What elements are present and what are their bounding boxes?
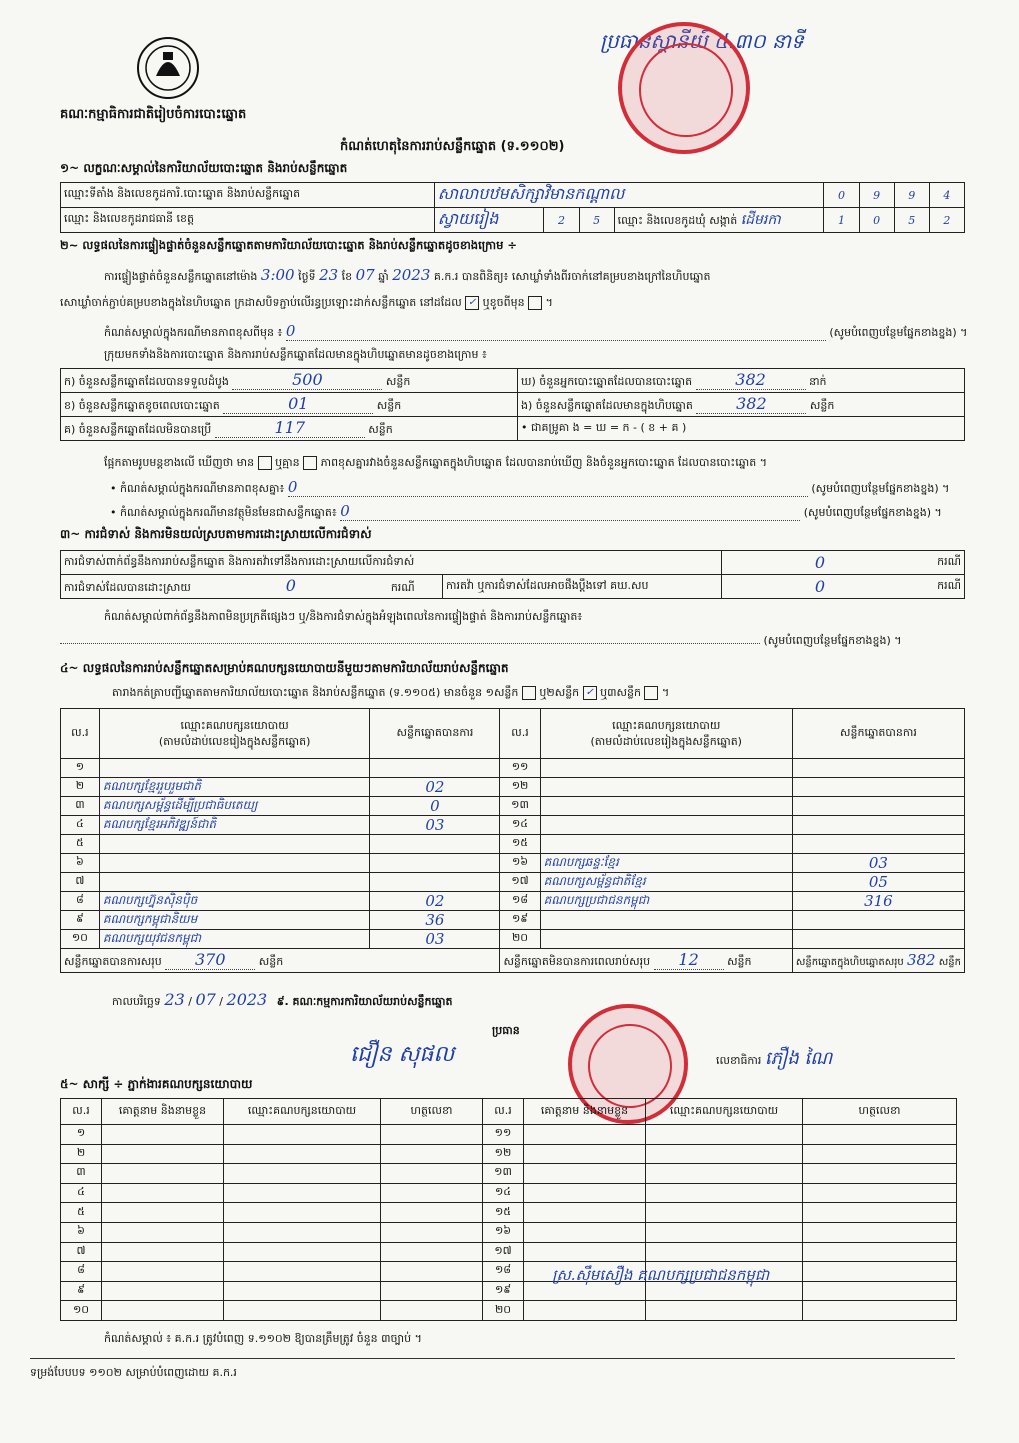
w-left-no: ៩: [61, 1281, 102, 1301]
verification-line: ការផ្ទៀងផ្ទាត់ចំនួនសន្លឹកឆ្នោតនៅម៉ោង 3:00 ថ្ងៃទី 23 ខែ 07 ឆ្នាំ 2023 គ.ក.រ បានពិនិត្យ៖ សោឃ្លាំទាំងពីរចាក់នៅគម្របខាងក្រៅនៃហិបឆ្នោត: [104, 266, 711, 284]
commune-label: ឈ្មោះ និងលេខកូដឃុំ សង្កាត់ ដើមរកា: [614, 208, 824, 233]
location-code-2: 9: [859, 183, 894, 208]
right-row-votes: [792, 930, 964, 949]
spoiled-cell: ខ) ចំនួនសន្លឹកឆ្នោតខូចពេលបោះឆ្នោត 01 សន្លឹក: [61, 393, 518, 417]
w-right-party: [646, 1164, 803, 1184]
date-month: 07: [195, 990, 216, 1009]
witness-table: [60, 1098, 957, 1321]
commune-value: ដើមរកា: [740, 211, 781, 228]
w-left-party: [224, 1183, 381, 1203]
right-row-party: [540, 778, 792, 797]
col-no-left: ល.រ: [61, 709, 100, 759]
two-sheet-checkbox[interactable]: ✓: [583, 686, 597, 700]
commune-code-2: 0: [859, 208, 894, 233]
w-right-no: ១៨: [483, 1262, 524, 1282]
table-row: [61, 911, 965, 930]
verify-day: 23: [319, 266, 339, 284]
table-row: [61, 1242, 957, 1262]
chair-label: ប្រធាន: [492, 1024, 520, 1037]
w-right-party: [646, 1222, 803, 1242]
left-row-votes: 02: [370, 778, 500, 797]
table-row: [61, 1301, 957, 1321]
right-row-votes: [792, 816, 964, 835]
w-left-party: [224, 1203, 381, 1223]
right-row-party: [540, 930, 792, 949]
received-cell: ក) ចំនួនសន្លឹកឆ្នោតដែលបានទទួលដំបូង 500 សន្លឹក: [61, 369, 518, 393]
w-col-name-left: គោត្តនាម និងនាមខ្លួន: [102, 1099, 224, 1125]
w-right-party: [646, 1203, 803, 1223]
right-row-party: គណបក្សសម្ព័ន្ធជាតិខ្មែរ: [540, 873, 792, 892]
location-label: ឈ្មោះទីតាំង និងលេខកូដការិ.បោះឆ្នោត និងរាប់សន្លឹកឆ្នោត: [61, 183, 435, 208]
party-results-body: [61, 759, 965, 949]
w-left-party: [224, 1125, 381, 1145]
left-row-party: [99, 854, 370, 873]
w-left-party: [224, 1242, 381, 1262]
w-right-no: ១២: [483, 1144, 524, 1164]
w-left-sign: [381, 1144, 483, 1164]
secretary-line: លេខាធិការ ភឿង ណៃ: [716, 1048, 833, 1069]
w-col-sign-right: ហត្ថលេខា: [803, 1099, 957, 1125]
right-row-party: គណបក្សប្រជាជនកម្ពុជា: [540, 892, 792, 911]
appeal-label: ការតវ៉ា ឬការជំទាស់ដែលអាចផឹងប្តឹងទៅ គឃ.សប: [443, 575, 722, 599]
w-left-no: ១: [61, 1125, 102, 1145]
seal-line: សោឃ្លាំចាក់ភ្ជាប់គម្របខាងក្នុងនៃហិបឆ្នោត ក្រដាសបិទភ្ជាប់លើរន្ធប្រឡោះដាក់សន្លឹកឆ្នោត នៅដដែល ✓ ឬខូចពីមុន ។: [60, 296, 553, 309]
right-row-votes: [792, 835, 964, 854]
right-row-votes: 05: [792, 873, 964, 892]
table-row: [61, 1183, 957, 1203]
province-value: ស្វាយរៀង: [434, 208, 544, 233]
w-right-no: ១៧: [483, 1242, 524, 1262]
section2-heading: ២~ លទ្ធផលនៃការផ្ទៀងផ្ទាត់ចំនួនសន្លឹកឆ្នោតតាមការិយាល័យបោះឆ្នោត និងរាប់សន្លឹកឆ្នោតដូចខាងក្រោម ÷: [60, 238, 518, 252]
total-invalid-value: 12: [654, 950, 724, 970]
right-row-party: [540, 835, 792, 854]
table-row: [61, 835, 965, 854]
unused-value: 117: [215, 418, 365, 438]
table-row: [61, 1222, 957, 1242]
w-left-sign: [381, 1164, 483, 1184]
w-left-no: ៨: [61, 1262, 102, 1282]
w-col-party-right: ឈ្មោះគណបក្សនយោបាយ: [646, 1099, 803, 1125]
section1-table: [60, 182, 965, 233]
complaints-value: 0: [722, 551, 919, 575]
col-no-right: ល.រ: [500, 709, 540, 759]
w-left-sign: [381, 1203, 483, 1223]
w-left-name: [102, 1144, 224, 1164]
w-right-sign: [803, 1301, 957, 1321]
w-right-party: [646, 1242, 803, 1262]
left-row-party: គណបក្សយុវជនកម្ពុជា: [99, 930, 370, 949]
note1-value: 0: [286, 322, 826, 341]
w-left-no: ៣: [61, 1164, 102, 1184]
right-row-no: ១២: [500, 778, 540, 797]
left-row-party: គណបក្សខ្មែរអភិវឌ្ឍន៍ជាតិ: [99, 816, 370, 835]
w-right-no: ២០: [483, 1301, 524, 1321]
table-row: [61, 892, 965, 911]
commune-code-3: 5: [894, 208, 929, 233]
left-row-no: ៤: [61, 816, 100, 835]
note1-line: កំណត់សម្គាល់ក្នុងករណីមានភាពខុសពីមុន ៖ 0 (សូមបំពេញបន្ថែមផ្នែកខាងខ្នង) ។: [104, 322, 968, 340]
resolved-value: 0: [285, 576, 296, 595]
w-left-name: [102, 1281, 224, 1301]
w-col-sign-left: ហត្ថលេខា: [381, 1099, 483, 1125]
w-right-sign: [803, 1203, 957, 1223]
footnote: កំណត់សម្គាល់ ៖ គ.ក.រ ត្រូវបំពេញ ទ.១១០២ ឱ្យបានត្រឹមត្រូវ ចំនួន ៣ច្បាប់ ។: [104, 1332, 422, 1345]
left-row-no: ២: [61, 778, 100, 797]
right-row-no: ១១: [500, 759, 540, 778]
province-code-1: 2: [544, 208, 579, 233]
total-valid-value: 370: [165, 950, 255, 970]
date-year: 2023: [226, 990, 268, 1009]
note2-value: 0: [288, 478, 808, 497]
province-code-2: 5: [579, 208, 614, 233]
col-party-right: ឈ្មោះគណបក្សនយោបាយ (តាមលំដាប់លេខរៀងក្នុងសន្លឹកឆ្នោត): [540, 709, 792, 759]
note2-line: • កំណត់សម្គាល់ក្នុងករណីមានភាពខុសគ្នា៖ 0 (សូមបំពេញបន្ថែមផ្នែកខាងខ្នង) ។: [110, 478, 950, 496]
witness-18-entry: ស្រ.ស៊ឹមសឿង គណបក្សប្រជាជនកម្ពុជា: [552, 1266, 770, 1284]
w-right-party: [646, 1301, 803, 1321]
left-row-no: ៥: [61, 835, 100, 854]
section4-sub: តារាងកត់ត្រាបញ្ជីឆ្នោតតាមការិយាល័យបោះឆ្នោត និងរាប់សន្លឹកឆ្នោត (ទ.១១០៥) មានចំនួន ១សន្លឹក ឬ២សន្លឹក ✓ ឬ៣សន្លឹក ។: [112, 686, 670, 699]
table-row: [61, 1203, 957, 1223]
chair-signature: ជឿន សុផល: [350, 1042, 455, 1067]
left-row-votes: [370, 854, 500, 873]
w-left-no: ៦: [61, 1222, 102, 1242]
w-right-sign: [803, 1183, 957, 1203]
left-row-party: [99, 835, 370, 854]
w-left-no: ២: [61, 1144, 102, 1164]
top-handwriting: ប្រធានស្ថានីយ៍ ៥.៣០ នាទី: [600, 29, 804, 53]
col-party-left: ឈ្មោះគណបក្សនយោបាយ (តាមលំដាប់លេខរៀងក្នុងសន្លឹកឆ្នោត): [99, 709, 370, 759]
right-row-no: ២០: [500, 930, 540, 949]
w-right-name: [524, 1301, 646, 1321]
right-row-votes: [792, 778, 964, 797]
right-row-no: ១៤: [500, 816, 540, 835]
ballot-count-table: [60, 368, 965, 441]
w-right-no: ១៥: [483, 1203, 524, 1223]
voters-value: 382: [696, 370, 806, 390]
location-code-1: 0: [824, 183, 859, 208]
table-row: [61, 797, 965, 816]
w-left-sign: [381, 1183, 483, 1203]
w-right-sign: [803, 1242, 957, 1262]
spoiled-value: 01: [223, 394, 373, 414]
w-left-no: ៧: [61, 1242, 102, 1262]
left-row-votes: 03: [370, 930, 500, 949]
right-row-votes: [792, 759, 964, 778]
right-row-no: ១៨: [500, 892, 540, 911]
w-left-no: ៤: [61, 1183, 102, 1203]
w-right-name: [524, 1242, 646, 1262]
w-right-sign: [803, 1125, 957, 1145]
w-right-name: [524, 1144, 646, 1164]
left-row-party: គណបក្សសម្ព័ន្ធដើម្បីប្រជាធិបតេយ្យ: [99, 797, 370, 816]
w-right-sign: [803, 1222, 957, 1242]
left-row-party: គណបក្សខ្មែររួបរួមជាតិ: [99, 778, 370, 797]
left-row-party: គណបក្សកម្ពុជានិយម: [99, 911, 370, 930]
w-left-party: [224, 1164, 381, 1184]
three-sheet-checkbox[interactable]: [644, 686, 658, 700]
complaints-case: ករណី: [918, 551, 965, 575]
location-code-3: 9: [894, 183, 929, 208]
difference-line: ផ្អែកតាមរូបមន្តខាងលើ ឃើញថា មាន ឬគ្មាន ភាពខុសគ្នារវាងចំនួនសន្លឹកឆ្នោតក្នុងហិបឆ្នោត ដែលបានរាប់ឃើញ និងចំនួនអ្នកបោះឆ្នោត ដែលបានបោះឆ្នោត ។: [104, 456, 767, 469]
footer-rule: [30, 1358, 955, 1359]
section3-note-line: (សូមបំពេញបន្ថែមផ្នែកខាងខ្នង) ។: [60, 634, 965, 650]
w-left-party: [224, 1262, 381, 1282]
right-row-party: គណបក្សឆន្ទៈខ្មែរ: [540, 854, 792, 873]
left-row-no: ១: [61, 759, 100, 778]
form-note: ទម្រង់បែបបទ ១១០២ សម្រាប់បំពេញដោយ គ.ក.រ: [30, 1366, 237, 1379]
table-row: [61, 1144, 957, 1164]
w-right-party: [646, 1125, 803, 1145]
table-row: [61, 778, 965, 797]
damaged-checkbox[interactable]: [528, 296, 542, 310]
w-col-no-right: ល.រ: [483, 1099, 524, 1125]
note3-value: 0: [340, 502, 800, 521]
w-left-name: [102, 1183, 224, 1203]
left-row-no: ៩: [61, 911, 100, 930]
commune-code-4: 2: [929, 208, 964, 233]
table-row: [61, 816, 965, 835]
w-left-party: [224, 1222, 381, 1242]
table-row: [61, 759, 965, 778]
table-row: [61, 930, 965, 949]
date-line: កាលបរិច្ឆេទ 23 / 07 / 2023 ៩. គណៈកម្មការការិយាល័យរាប់សន្លឹកឆ្នោត: [112, 990, 453, 1009]
table-row: [61, 1164, 957, 1184]
complaints-label: ការជំទាស់ពាក់ព័ន្ធនឹងការរាប់សន្លឹកឆ្នោត និងការតវ៉ាទៅនឹងការដោះស្រាយលើការជំទាស់: [61, 551, 722, 575]
right-row-no: ១៥: [500, 835, 540, 854]
voters-cell: ឃ) ចំនួនអ្នកបោះឆ្នោតដែលបានបោះឆ្នោត 382 នាក់: [518, 369, 965, 393]
has-difference-checkbox[interactable]: [258, 456, 272, 470]
table-row: [61, 1281, 957, 1301]
total-invalid-cell: សន្លឹកឆ្នោតមិនបានការពេលរាប់សរុប 12 សន្លឹក: [500, 949, 792, 973]
location-code-4: 4: [929, 183, 964, 208]
right-row-no: ១៦: [500, 854, 540, 873]
w-right-name: [524, 1125, 646, 1145]
w-left-name: [102, 1301, 224, 1321]
w-right-no: ១៣: [483, 1164, 524, 1184]
w-left-name: [102, 1203, 224, 1223]
right-row-no: ១៧: [500, 873, 540, 892]
left-row-party: គណបក្សហ្វ៊ុនស៊ិនប៉ិច: [99, 892, 370, 911]
secretary-signature: ភឿង ណៃ: [764, 1048, 833, 1069]
verify-year: 2023: [392, 266, 431, 284]
committee-name: គណៈកម្មាធិការជាតិរៀបចំការបោះឆ្នោត: [60, 107, 247, 122]
total-inbox-cell: សន្លឹកឆ្នោតក្នុងហិបឆ្នោតសរុប 382 សន្លឹក: [792, 949, 964, 973]
location-value: សាលាបឋមសិក្សាវិមានកណ្តាល: [434, 183, 824, 208]
resolved-label: ការជំទាស់ដែលបានដោះស្រាយ 0 ករណី: [61, 575, 443, 599]
inbox-cell: ង) ចំនួនសន្លឹកឆ្នោតដែលមានក្នុងហិបឆ្នោត 382 សន្លឹក: [518, 393, 965, 417]
verify-time: 3:00: [260, 266, 295, 284]
w-right-party: [646, 1183, 803, 1203]
no-difference-checkbox[interactable]: [303, 456, 317, 470]
section5-heading: ៥~ សាក្សី ÷ ភ្នាក់ងារគណបក្សនយោបាយ: [60, 1077, 253, 1091]
w-left-sign: [381, 1301, 483, 1321]
right-row-no: ១៣: [500, 797, 540, 816]
left-row-votes: 36: [370, 911, 500, 930]
right-row-party: [540, 797, 792, 816]
left-row-no: ៣: [61, 797, 100, 816]
left-row-votes: [370, 873, 500, 892]
date-day: 23: [164, 990, 185, 1009]
w-right-no: ១១: [483, 1125, 524, 1145]
total-valid-cell: សន្លឹកឆ្នោតបានការសរុប 370 សន្លឹក: [61, 949, 500, 973]
right-row-votes: [792, 797, 964, 816]
left-row-no: ៨: [61, 892, 100, 911]
w-left-no: ៥: [61, 1203, 102, 1223]
w-col-party-left: ឈ្មោះគណបក្សនយោបាយ: [224, 1099, 381, 1125]
w-left-party: [224, 1144, 381, 1164]
w-right-no: ១៤: [483, 1183, 524, 1203]
formula-cell: • ជាគម្រូគា ង = ឃ = ក - ( ខ + គ ): [518, 417, 965, 441]
section3-heading: ៣~ ការជំទាស់ និងការមិនយល់ស្របតាមការដោះស្រាយលើការជំទាស់: [60, 527, 372, 541]
inbox-value: 382: [696, 394, 806, 414]
right-row-no: ១៩: [500, 911, 540, 930]
left-row-votes: 0: [370, 797, 500, 816]
w-left-sign: [381, 1222, 483, 1242]
w-col-no-left: ល.រ: [61, 1099, 102, 1125]
note3-line: • កំណត់សម្គាល់ក្នុងករណីមានវត្ថុមិនមែនជាសន្លឹកឆ្នោត៖ 0 (សូមបំពេញបន្ថែមផ្នែកខាងខ្នង) ។: [110, 502, 942, 520]
section1-heading: ១~ លក្ខណៈសម្គាល់នៃការិយាល័យបោះឆ្នោត និងរាប់សន្លឹកឆ្នោត: [60, 161, 348, 175]
w-right-no: ១៩: [483, 1281, 524, 1301]
w-right-name: [524, 1222, 646, 1242]
left-row-no: ៦: [61, 854, 100, 873]
complaints-table: [60, 550, 965, 599]
w-left-party: [224, 1301, 381, 1321]
province-label: ឈ្មោះ និងលេខកូដរាជធានី ខេត្ត: [61, 208, 435, 233]
w-right-name: [524, 1203, 646, 1223]
right-row-votes: 316: [792, 892, 964, 911]
appeal-value: 0: [722, 575, 919, 599]
w-left-name: [102, 1262, 224, 1282]
form-title: កំណត់ហេតុនៃការរាប់សន្លឹកឆ្នោត (ទ.១១០២): [340, 139, 565, 154]
w-left-sign: [381, 1281, 483, 1301]
left-row-votes: 02: [370, 892, 500, 911]
w-right-name: [524, 1183, 646, 1203]
col-votes-left: សន្លឹកឆ្នោតបានការ: [370, 709, 500, 759]
w-right-sign: [803, 1281, 957, 1301]
party-results-table: [60, 708, 965, 973]
left-row-votes: [370, 759, 500, 778]
w-left-name: [102, 1242, 224, 1262]
w-left-sign: [381, 1262, 483, 1282]
received-value: 500: [232, 370, 382, 390]
table-row: [61, 873, 965, 892]
one-sheet-checkbox[interactable]: [522, 686, 536, 700]
w-left-name: [102, 1125, 224, 1145]
left-row-votes: 03: [370, 816, 500, 835]
commune-code-1: 1: [824, 208, 859, 233]
after-line: ក្រុយមកទាំងនិងការបោះឆ្នោត និងការរាប់សន្លឹកឆ្នោតដែលមានក្នុងហិបឆ្នោតមានដូចខាងក្រោម ៖: [104, 348, 487, 361]
right-row-party: [540, 816, 792, 835]
w-left-no: ១០: [61, 1301, 102, 1321]
w-right-sign: [803, 1164, 957, 1184]
verify-month: 07: [355, 266, 375, 284]
section3-note: កំណត់សម្គាល់ពាក់ព័ន្ធនឹងភាពមិនប្រក្រតីផ្សេងៗ ឬ/និងការជំទាស់ក្នុងអំឡុងពេលនៃការផ្ទៀងផ្ទាត់ និងការរាប់សន្លឹកឆ្នោត៖: [104, 610, 583, 623]
w-left-sign: [381, 1242, 483, 1262]
left-row-party: [99, 873, 370, 892]
w-left-party: [224, 1281, 381, 1301]
left-row-no: ៧: [61, 873, 100, 892]
left-row-no: ១០: [61, 930, 100, 949]
section4-heading: ៤~ លទ្ធផលនៃការរាប់សន្លឹកឆ្នោតសម្រាប់គណបក្សនយោបាយនីមួយៗតាមការិយាល័យរាប់សន្លឹកឆ្នោត: [60, 661, 509, 675]
table-row: [61, 1262, 957, 1282]
w-right-no: ១៦: [483, 1222, 524, 1242]
right-row-votes: [792, 911, 964, 930]
w-right-sign: [803, 1144, 957, 1164]
w-left-name: [102, 1164, 224, 1184]
nec-logo: [132, 34, 204, 102]
right-row-votes: 03: [792, 854, 964, 873]
left-row-party: [99, 759, 370, 778]
table-row: [61, 854, 965, 873]
w-col-name-right: គោត្តនាម និងនាមខ្លួន: [524, 1099, 646, 1125]
committee-label: ៩. គណៈកម្មការការិយាល័យរាប់សន្លឹកឆ្នោត: [276, 995, 453, 1008]
w-right-sign: [803, 1262, 957, 1282]
official-stamp-top: [618, 22, 750, 154]
w-left-name: [102, 1222, 224, 1242]
w-right-party: [646, 1144, 803, 1164]
col-votes-right: សន្លឹកឆ្នោតបានការ: [792, 709, 964, 759]
appeal-case: ករណី: [918, 575, 965, 599]
left-row-votes: [370, 835, 500, 854]
right-row-party: [540, 911, 792, 930]
witness-body: [61, 1125, 957, 1321]
unused-cell: គ) ចំនួនសន្លឹកឆ្នោតដែលមិនបានប្រើ 117 សន្លឹក: [61, 417, 518, 441]
same-checkbox[interactable]: ✓: [465, 296, 479, 310]
table-row: [61, 1125, 957, 1145]
total-inbox-value: 382: [906, 951, 936, 969]
right-row-party: [540, 759, 792, 778]
w-left-sign: [381, 1125, 483, 1145]
w-right-name: [524, 1164, 646, 1184]
